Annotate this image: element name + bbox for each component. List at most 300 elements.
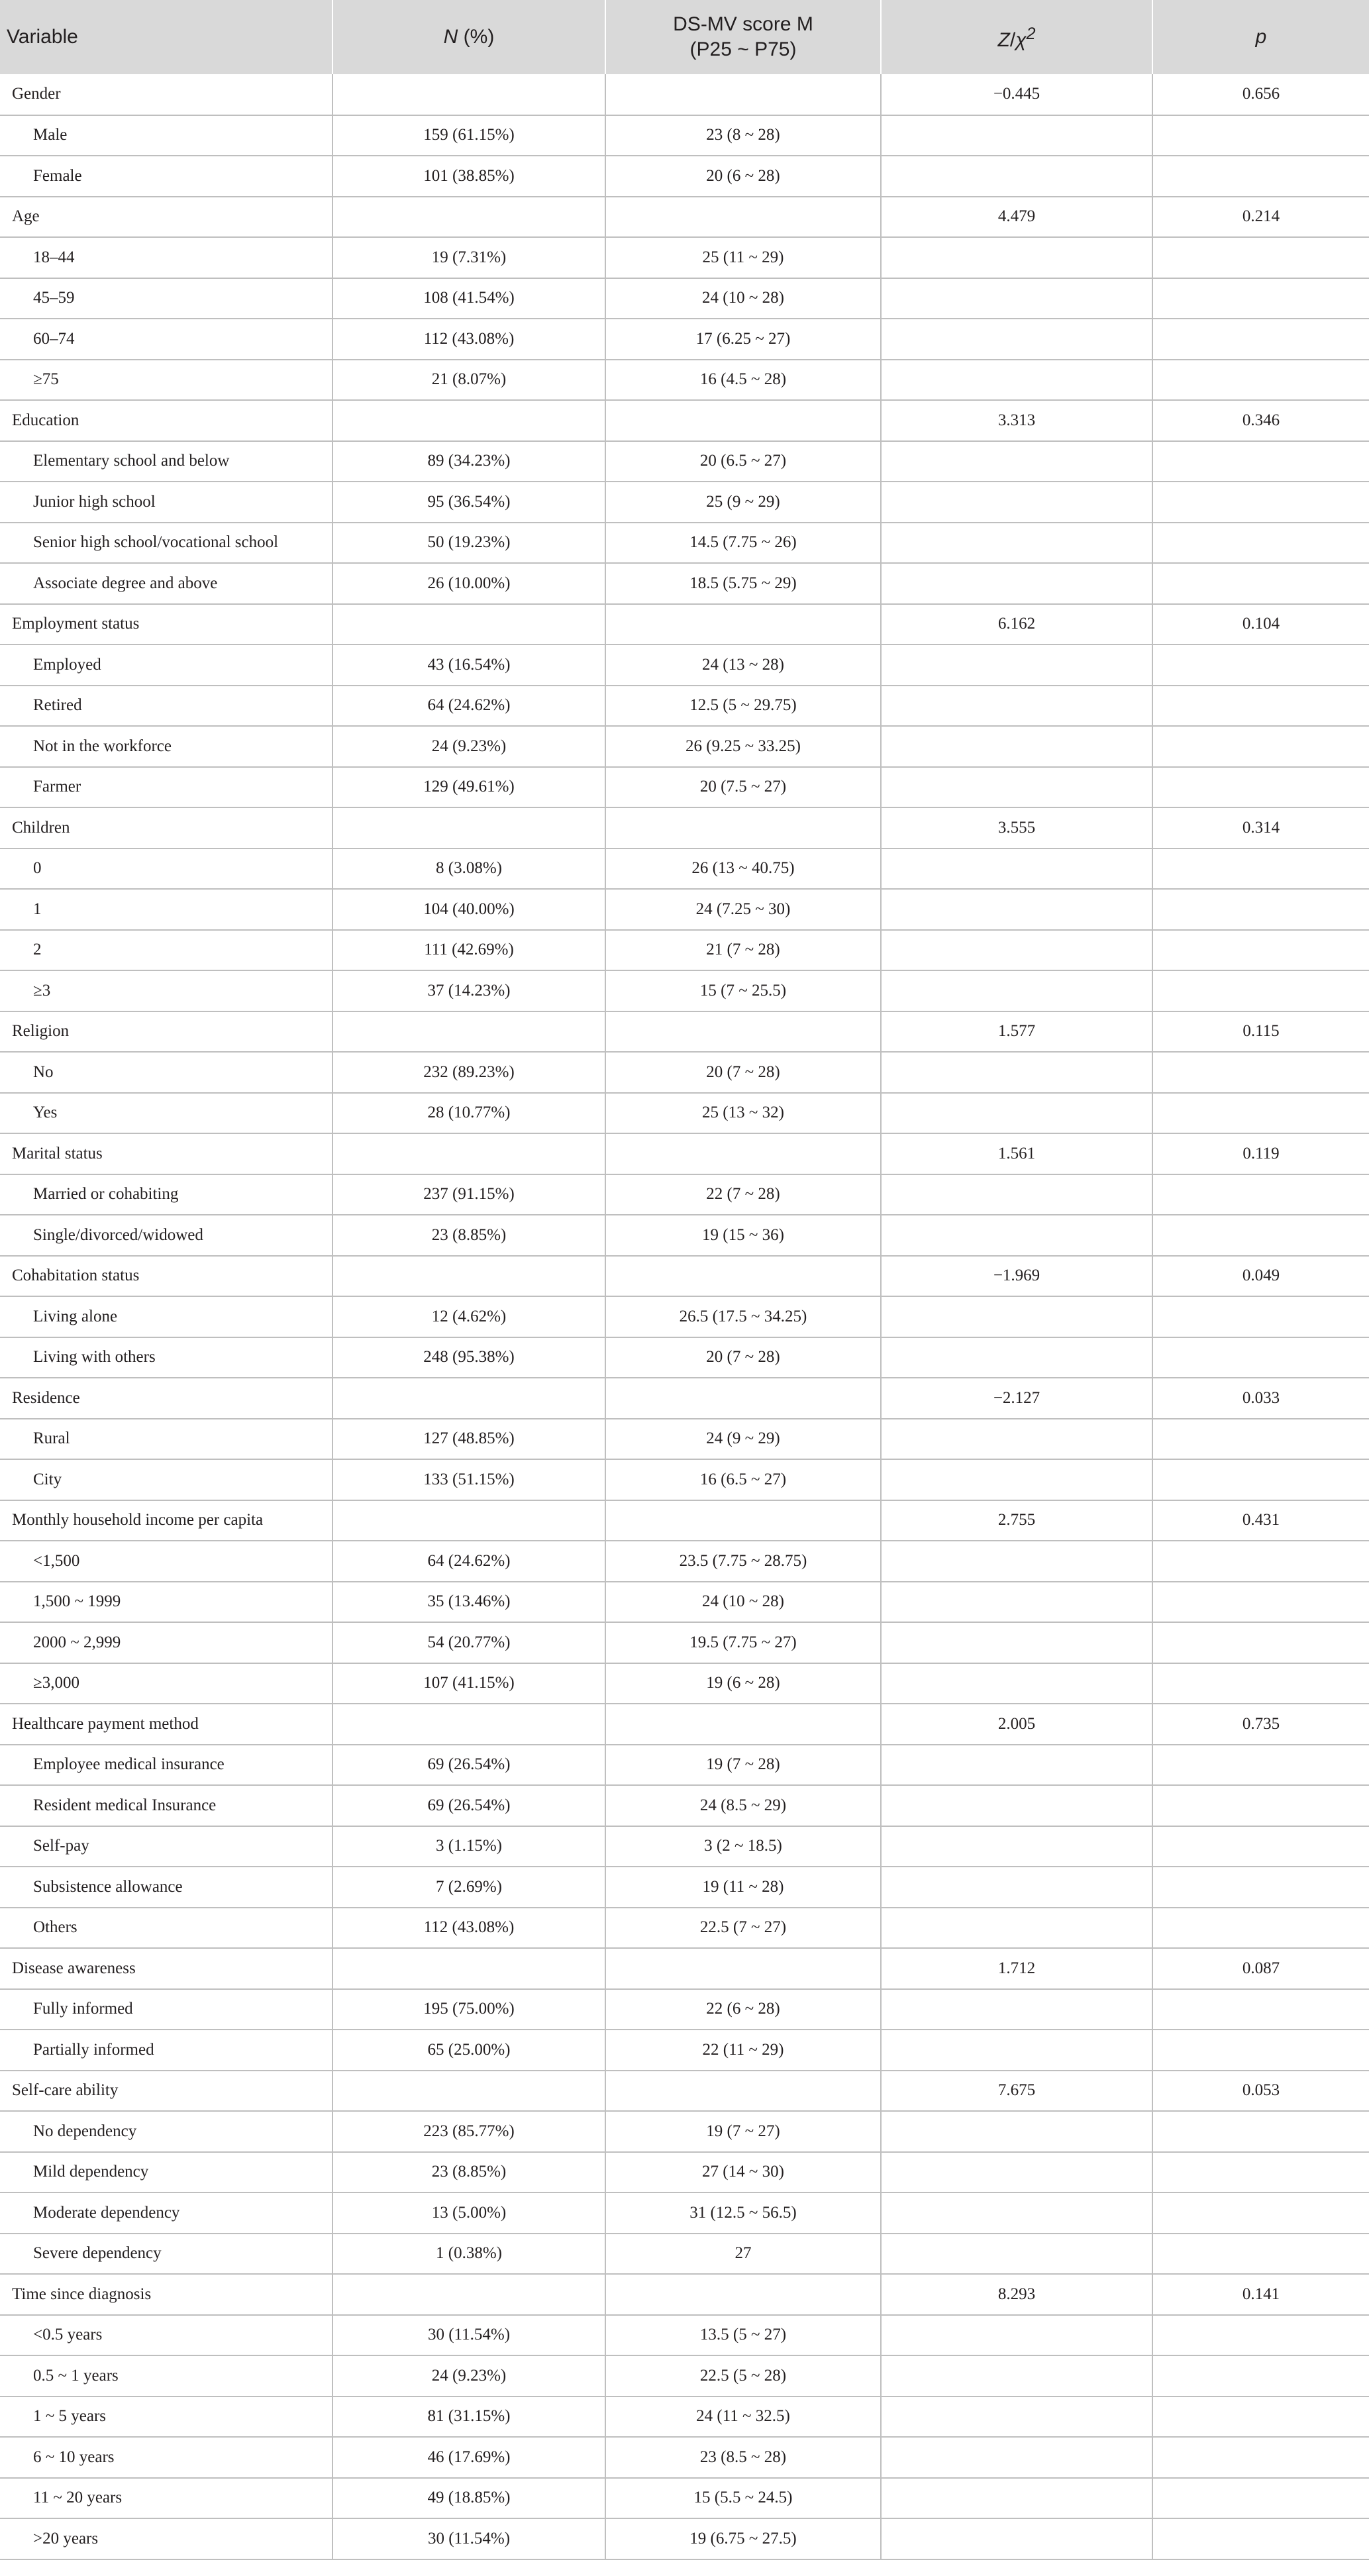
cell-n-percent: 21 (8.07%) [332,360,605,401]
cell-variable: Time since diagnosis [0,2274,332,2315]
cell-variable: 6 ~ 10 years [0,2437,332,2478]
cell-p-value [1152,237,1369,278]
cell-p-value [1152,849,1369,890]
cell-score: 27 (14 ~ 30) [605,2152,881,2193]
cell-variable: Farmer [0,767,332,808]
table-row-subcategory [0,563,1369,604]
cell-variable: Gender [0,74,332,115]
cell-test-statistic [881,1541,1152,1582]
cell-p-value [1152,2234,1369,2275]
cell-test-statistic: 2.005 [881,1704,1152,1745]
cell-n-percent: 23 (8.85%) [332,2152,605,2193]
cell-n-percent [332,807,605,849]
table-row-subcategory [0,1745,1369,1786]
cell-p-value [1152,726,1369,767]
cell-test-statistic [881,2355,1152,2396]
cell-score: 20 (7 ~ 28) [605,1052,881,1093]
cell-p-value: 0.346 [1152,400,1369,441]
cell-n-percent: 19 (7.31%) [332,237,605,278]
table-row-subcategory [0,889,1369,930]
cell-p-value [1152,360,1369,401]
cell-test-statistic [881,237,1152,278]
table-row-subcategory [0,2234,1369,2275]
cell-variable: <1,500 [0,1541,332,1582]
cell-variable: Rural [0,1419,332,1460]
cell-score: 20 (6 ~ 28) [605,156,881,197]
cell-variable: Elementary school and below [0,441,332,482]
cell-score: 24 (7.25 ~ 30) [605,889,881,930]
cell-p-value [1152,686,1369,727]
cell-p-value: 0.314 [1152,807,1369,849]
cell-variable: 1,500 ~ 1999 [0,1582,332,1623]
cell-test-statistic [881,1867,1152,1908]
table-row-variable [0,1378,1369,1419]
cell-n-percent: 46 (17.69%) [332,2437,605,2478]
cell-variable: ≥75 [0,360,332,401]
cell-n-percent [332,74,605,115]
table-row-subcategory [0,1663,1369,1704]
table-row-subcategory [0,1785,1369,1826]
cell-p-value: 0.049 [1152,1256,1369,1297]
cell-variable: 60–74 [0,319,332,360]
cell-variable: ≥3,000 [0,1663,332,1704]
cell-score: 27 [605,2234,881,2275]
cell-n-percent: 232 (89.23%) [332,1052,605,1093]
cell-variable: Others [0,1908,332,1949]
cell-variable: Religion [0,1011,332,1053]
cell-test-statistic [881,1622,1152,1663]
cell-n-percent [332,1133,605,1174]
cell-score: 25 (11 ~ 29) [605,237,881,278]
cell-test-statistic [881,1337,1152,1378]
cell-test-statistic [881,523,1152,564]
cell-variable: No dependency [0,2111,332,2152]
cell-test-statistic [881,2030,1152,2071]
table-row-subcategory [0,1093,1369,1134]
cell-score: 22.5 (5 ~ 28) [605,2355,881,2396]
cell-variable: Junior high school [0,482,332,523]
cell-score: 26 (13 ~ 40.75) [605,849,881,890]
cell-score [605,1011,881,1053]
cell-score [605,1256,881,1297]
cell-p-value [1152,1826,1369,1867]
cell-variable: Disease awareness [0,1948,332,1989]
cell-score: 14.5 (7.75 ~ 26) [605,523,881,564]
cell-p-value [1152,2152,1369,2193]
cell-test-statistic [881,2437,1152,2478]
cell-n-percent: 195 (75.00%) [332,1989,605,2030]
cell-variable: Not in the workforce [0,726,332,767]
cell-n-percent: 69 (26.54%) [332,1745,605,1786]
cell-test-statistic: 4.479 [881,197,1152,238]
cell-variable: <0.5 years [0,2315,332,2356]
cell-variable: Marital status [0,1133,332,1174]
cell-p-value [1152,889,1369,930]
cell-p-value: 0.656 [1152,74,1369,115]
cell-variable: Married or cohabiting [0,1174,332,1215]
cell-test-statistic [881,563,1152,604]
cell-test-statistic [881,1745,1152,1786]
cell-score: 20 (6.5 ~ 27) [605,441,881,482]
cell-n-percent [332,2071,605,2112]
cell-score: 16 (4.5 ~ 28) [605,360,881,401]
cell-n-percent: 69 (26.54%) [332,1785,605,1826]
cell-n-percent: 28 (10.77%) [332,1093,605,1134]
cell-test-statistic [881,726,1152,767]
cell-test-statistic [881,1459,1152,1500]
cell-score: 23 (8 ~ 28) [605,115,881,156]
cell-p-value [1152,2355,1369,2396]
cell-test-statistic: 2.755 [881,1500,1152,1541]
cell-score: 15 (7 ~ 25.5) [605,970,881,1011]
cell-test-statistic [881,767,1152,808]
cell-variable: 0 [0,849,332,890]
cell-score [605,1133,881,1174]
cell-variable: 11 ~ 20 years [0,2478,332,2519]
cell-test-statistic [881,2152,1152,2193]
cell-p-value [1152,644,1369,686]
cell-score [605,74,881,115]
table-row-subcategory [0,2152,1369,2193]
cell-test-statistic [881,1826,1152,1867]
cell-score: 20 (7.5 ~ 27) [605,767,881,808]
cell-variable: Male [0,115,332,156]
cell-variable: City [0,1459,332,1500]
cell-test-statistic [881,1296,1152,1337]
cell-variable: Associate degree and above [0,563,332,604]
header-n: N (%) [332,0,605,74]
table-row-subcategory [0,237,1369,278]
table-row-subcategory [0,726,1369,767]
cell-score: 21 (7 ~ 28) [605,930,881,971]
table-row-subcategory [0,1459,1369,1500]
cell-test-statistic: −2.127 [881,1378,1152,1419]
table-row-subcategory [0,1215,1369,1256]
cell-n-percent: 101 (38.85%) [332,156,605,197]
cell-variable: Moderate dependency [0,2192,332,2234]
table-row-subcategory [0,2111,1369,2152]
cell-score: 24 (10 ~ 28) [605,1582,881,1623]
cell-n-percent: 30 (11.54%) [332,2315,605,2356]
cell-score: 13.5 (5 ~ 27) [605,2315,881,2356]
cell-score: 15 (5.5 ~ 24.5) [605,2478,881,2519]
table-row-subcategory [0,644,1369,686]
cell-p-value [1152,156,1369,197]
header-p-value: p [1152,0,1369,74]
table-row-variable [0,2071,1369,2112]
cell-test-statistic [881,1093,1152,1134]
cell-n-percent: 223 (85.77%) [332,2111,605,2152]
cell-n-percent [332,1500,605,1541]
cell-p-value: 0.431 [1152,1500,1369,1541]
cell-score: 3 (2 ~ 18.5) [605,1826,881,1867]
cell-p-value [1152,2437,1369,2478]
cell-p-value: 0.087 [1152,1948,1369,1989]
cell-p-value [1152,2518,1369,2559]
cell-p-value [1152,1052,1369,1093]
cell-n-percent: 26 (10.00%) [332,563,605,604]
cell-p-value [1152,2030,1369,2071]
cell-test-statistic [881,1663,1152,1704]
cell-score: 22 (7 ~ 28) [605,1174,881,1215]
cell-p-value: 0.214 [1152,197,1369,238]
cell-test-statistic [881,2192,1152,2234]
cell-score [605,1704,881,1745]
cell-test-statistic [881,2315,1152,2356]
table-row-variable [0,1948,1369,1989]
cell-score [605,1500,881,1541]
header-score: DS-MV score M (P25 ~ P75) [605,0,881,74]
cell-test-statistic: 1.577 [881,1011,1152,1053]
cell-score: 23.5 (7.75 ~ 28.75) [605,1541,881,1582]
cell-p-value [1152,1989,1369,2030]
cell-test-statistic: 8.293 [881,2274,1152,2315]
cell-n-percent: 129 (49.61%) [332,767,605,808]
table-row-subcategory [0,1908,1369,1949]
cell-p-value [1152,1622,1369,1663]
cell-n-percent: 7 (2.69%) [332,1867,605,1908]
table-row-variable [0,1704,1369,1745]
cell-n-percent [332,197,605,238]
cell-n-percent [332,400,605,441]
cell-score: 19.5 (7.75 ~ 27) [605,1622,881,1663]
table-row-variable [0,1133,1369,1174]
cell-n-percent: 248 (95.38%) [332,1337,605,1378]
cell-n-percent [332,1378,605,1419]
table-row-subcategory [0,1052,1369,1093]
cell-variable: Employed [0,644,332,686]
table-row-subcategory [0,1826,1369,1867]
cell-p-value [1152,1582,1369,1623]
table-row-subcategory [0,278,1369,319]
cell-n-percent: 104 (40.00%) [332,889,605,930]
cell-p-value [1152,1745,1369,1786]
cell-p-value: 0.115 [1152,1011,1369,1053]
header-variable: Variable [0,0,332,74]
cell-n-percent: 111 (42.69%) [332,930,605,971]
cell-test-statistic [881,278,1152,319]
table-row-subcategory [0,1989,1369,2030]
cell-test-statistic [881,970,1152,1011]
cell-n-percent: 43 (16.54%) [332,644,605,686]
cell-p-value [1152,1908,1369,1949]
cell-n-percent: 112 (43.08%) [332,1908,605,1949]
cell-variable: 45–59 [0,278,332,319]
cell-variable: Self-care ability [0,2071,332,2112]
cell-p-value: 0.053 [1152,2071,1369,2112]
cell-test-statistic [881,2111,1152,2152]
cell-score: 17 (6.25 ~ 27) [605,319,881,360]
cell-score [605,604,881,645]
table-header [0,0,1369,74]
header-statistic: $Z/\chi^2$ [881,0,1152,74]
cell-test-statistic [881,156,1152,197]
cell-test-statistic [881,889,1152,930]
cell-n-percent: 24 (9.23%) [332,726,605,767]
cell-p-value [1152,1663,1369,1704]
cell-p-value [1152,2111,1369,2152]
cell-variable: 2000 ~ 2,999 [0,1622,332,1663]
cell-score: 24 (8.5 ~ 29) [605,1785,881,1826]
cell-p-value [1152,2315,1369,2356]
cell-n-percent: 107 (41.15%) [332,1663,605,1704]
header-row [0,0,1369,74]
cell-p-value [1152,970,1369,1011]
cell-variable: Severe dependency [0,2234,332,2275]
cell-n-percent: 50 (19.23%) [332,523,605,564]
table-row-subcategory [0,2478,1369,2519]
table-row-variable [0,197,1369,238]
cell-p-value [1152,1337,1369,1378]
table-row-subcategory [0,1867,1369,1908]
cell-score: 24 (13 ~ 28) [605,644,881,686]
cell-p-value [1152,523,1369,564]
cell-n-percent: 237 (91.15%) [332,1174,605,1215]
table-row-subcategory [0,2192,1369,2234]
cell-p-value [1152,278,1369,319]
cell-score [605,197,881,238]
table-body [0,74,1369,2559]
cell-variable: Mild dependency [0,2152,332,2193]
table-row-subcategory [0,2518,1369,2559]
cell-n-percent: 95 (36.54%) [332,482,605,523]
cell-n-percent: 3 (1.15%) [332,1826,605,1867]
cell-score: 26 (9.25 ~ 33.25) [605,726,881,767]
cell-n-percent: 65 (25.00%) [332,2030,605,2071]
cell-variable: No [0,1052,332,1093]
cell-variable: Self-pay [0,1826,332,1867]
cell-n-percent: 49 (18.85%) [332,2478,605,2519]
cell-n-percent: 8 (3.08%) [332,849,605,890]
cell-score: 24 (9 ~ 29) [605,1419,881,1460]
cell-test-statistic [881,1785,1152,1826]
cell-variable: 18–44 [0,237,332,278]
cell-p-value [1152,1174,1369,1215]
cell-test-statistic [881,482,1152,523]
cell-n-percent: 12 (4.62%) [332,1296,605,1337]
cell-n-percent: 112 (43.08%) [332,319,605,360]
cell-n-percent [332,2274,605,2315]
table-row-subcategory [0,1541,1369,1582]
cell-n-percent: 35 (13.46%) [332,1582,605,1623]
cell-variable: 1 ~ 5 years [0,2396,332,2438]
table-row-subcategory [0,2437,1369,2478]
cell-test-statistic [881,644,1152,686]
cell-variable: Yes [0,1093,332,1134]
cell-p-value [1152,1785,1369,1826]
cell-test-statistic [881,441,1152,482]
cell-n-percent: 64 (24.62%) [332,686,605,727]
table-row-subcategory [0,2030,1369,2071]
table-row-variable [0,2274,1369,2315]
cell-variable: 1 [0,889,332,930]
cell-score: 22.5 (7 ~ 27) [605,1908,881,1949]
cell-n-percent: 13 (5.00%) [332,2192,605,2234]
table-row-variable [0,400,1369,441]
cell-variable: Education [0,400,332,441]
cell-variable: Monthly household income per capita [0,1500,332,1541]
cell-variable: Living alone [0,1296,332,1337]
table-row-variable [0,1500,1369,1541]
cell-p-value [1152,2478,1369,2519]
cell-p-value [1152,563,1369,604]
cell-score: 16 (6.5 ~ 27) [605,1459,881,1500]
cell-variable: >20 years [0,2518,332,2559]
cell-score [605,1948,881,1989]
cell-p-value [1152,1419,1369,1460]
cell-score [605,1378,881,1419]
cell-variable: ≥3 [0,970,332,1011]
cell-n-percent: 133 (51.15%) [332,1459,605,1500]
cell-score: 12.5 (5 ~ 29.75) [605,686,881,727]
cell-variable: 2 [0,930,332,971]
cell-n-percent: 37 (14.23%) [332,970,605,1011]
cell-p-value: 0.119 [1152,1133,1369,1174]
cell-variable: Employee medical insurance [0,1745,332,1786]
cell-test-statistic: 6.162 [881,604,1152,645]
table-row-subcategory [0,2355,1369,2396]
table-row-subcategory [0,441,1369,482]
cell-test-statistic: −1.969 [881,1256,1152,1297]
cell-test-statistic [881,1908,1152,1949]
table-row-subcategory [0,2396,1369,2438]
cell-n-percent [332,1011,605,1053]
table-row-subcategory [0,482,1369,523]
cell-variable: Resident medical Insurance [0,1785,332,1826]
table-row-subcategory [0,523,1369,564]
cell-test-statistic [881,2234,1152,2275]
cell-test-statistic: 1.561 [881,1133,1152,1174]
cell-p-value [1152,1541,1369,1582]
table-row-subcategory [0,970,1369,1011]
table-row-variable [0,604,1369,645]
cell-p-value [1152,2192,1369,2234]
cell-score: 26.5 (17.5 ~ 34.25) [605,1296,881,1337]
cell-n-percent: 81 (31.15%) [332,2396,605,2438]
cell-score: 18.5 (5.75 ~ 29) [605,563,881,604]
cell-variable: Single/divorced/widowed [0,1215,332,1256]
cell-test-statistic [881,2478,1152,2519]
cell-score: 22 (11 ~ 29) [605,2030,881,2071]
cell-test-statistic [881,115,1152,156]
table-row-subcategory [0,1582,1369,1623]
cell-p-value: 0.141 [1152,2274,1369,2315]
cell-test-statistic [881,360,1152,401]
cell-test-statistic [881,849,1152,890]
table-row-subcategory [0,930,1369,971]
cell-p-value [1152,1296,1369,1337]
cell-p-value [1152,1459,1369,1500]
cell-score: 19 (6 ~ 28) [605,1663,881,1704]
cell-n-percent: 159 (61.15%) [332,115,605,156]
cell-test-statistic: 3.555 [881,807,1152,849]
cell-test-statistic [881,1419,1152,1460]
cell-variable: Female [0,156,332,197]
cell-variable: Children [0,807,332,849]
cell-test-statistic [881,1174,1152,1215]
cell-n-percent: 23 (8.85%) [332,1215,605,1256]
cell-variable: Residence [0,1378,332,1419]
cell-n-percent: 127 (48.85%) [332,1419,605,1460]
table-row-variable [0,807,1369,849]
table-row-subcategory [0,686,1369,727]
cell-score: 31 (12.5 ~ 56.5) [605,2192,881,2234]
cell-variable: Retired [0,686,332,727]
cell-score: 20 (7 ~ 28) [605,1337,881,1378]
cell-p-value [1152,441,1369,482]
table-row-subcategory [0,1337,1369,1378]
cell-score: 19 (7 ~ 28) [605,1745,881,1786]
